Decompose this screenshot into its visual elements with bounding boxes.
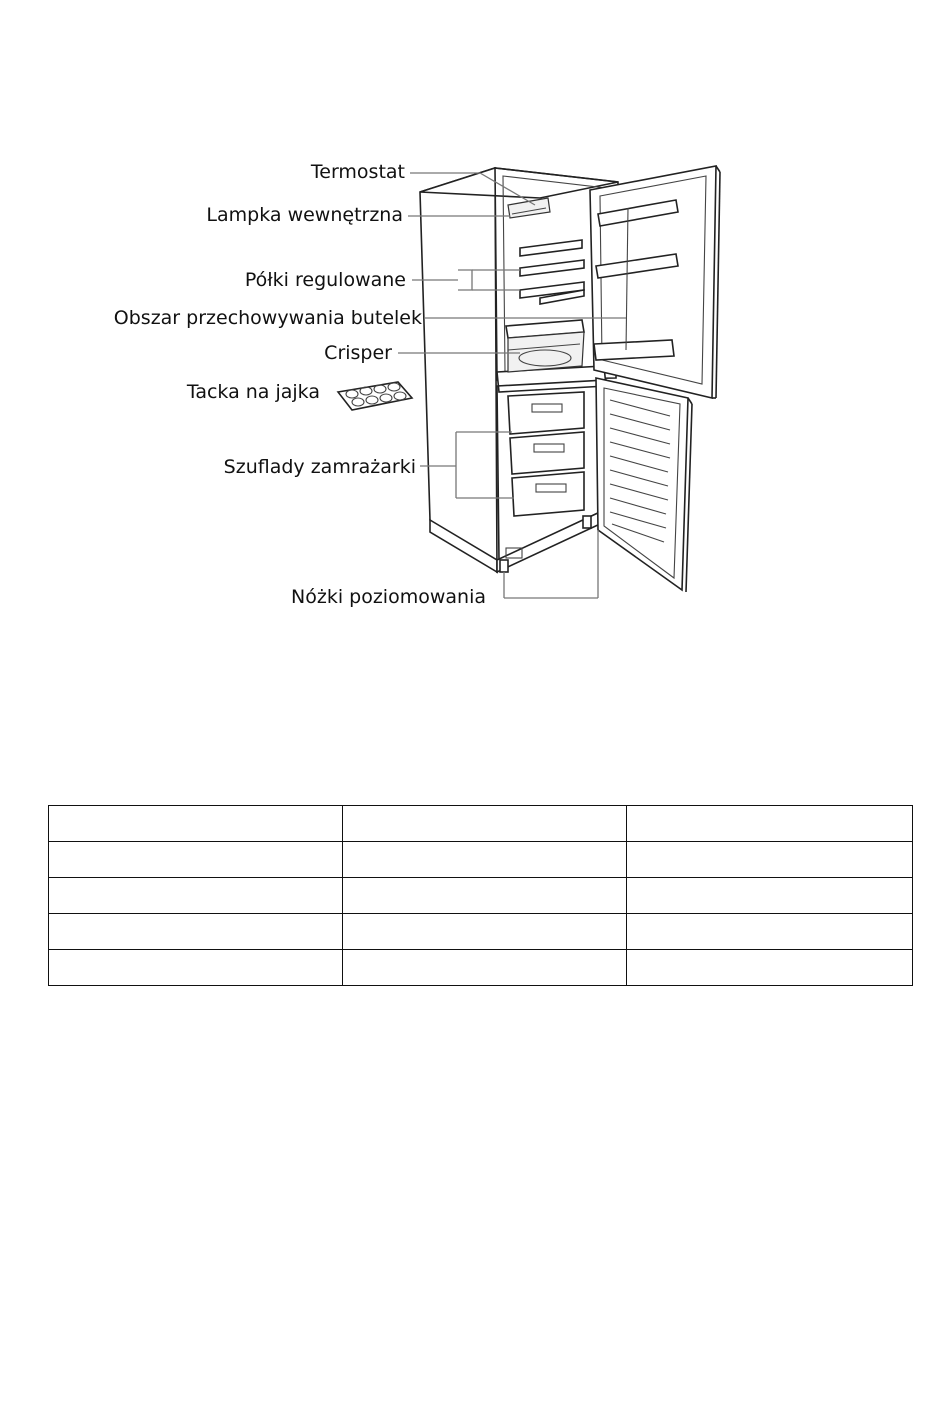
freezer-door	[596, 378, 692, 592]
table-cell	[343, 806, 627, 842]
table-row	[49, 914, 913, 950]
table-row	[49, 806, 913, 842]
label-tacka: Tacka na jajka	[186, 381, 320, 403]
label-szuflady: Szuflady zamrażarki	[223, 456, 416, 478]
label-obszar: Obszar przechowywania butelek	[113, 307, 422, 329]
table-cell	[49, 806, 343, 842]
label-polki: Półki regulowane	[244, 269, 406, 291]
table-cell	[49, 878, 343, 914]
table-cell	[627, 878, 913, 914]
fridge-door	[590, 166, 720, 398]
label-termostat: Termostat	[310, 161, 405, 183]
table-cell	[627, 806, 913, 842]
freezer-drawers	[508, 392, 584, 516]
table-cell	[49, 842, 343, 878]
empty-table	[48, 805, 913, 986]
table-cell	[627, 914, 913, 950]
table-cell	[343, 842, 627, 878]
fridge-diagram	[0, 0, 950, 640]
table-cell	[49, 950, 343, 986]
table-cell	[343, 914, 627, 950]
table-cell	[343, 878, 627, 914]
crisper-area	[506, 320, 584, 372]
label-nozki: Nóżki poziomowania	[291, 586, 486, 608]
table-cell	[627, 950, 913, 986]
table-cell	[49, 914, 343, 950]
table-row	[49, 878, 913, 914]
table-cell	[343, 950, 627, 986]
label-crisper: Crisper	[324, 342, 392, 364]
label-lampka: Lampka wewnętrzna	[206, 204, 403, 226]
adjustable-shelves	[520, 240, 584, 304]
table-row	[49, 842, 913, 878]
table-row	[49, 950, 913, 986]
egg-tray	[338, 382, 412, 410]
table-cell	[627, 842, 913, 878]
